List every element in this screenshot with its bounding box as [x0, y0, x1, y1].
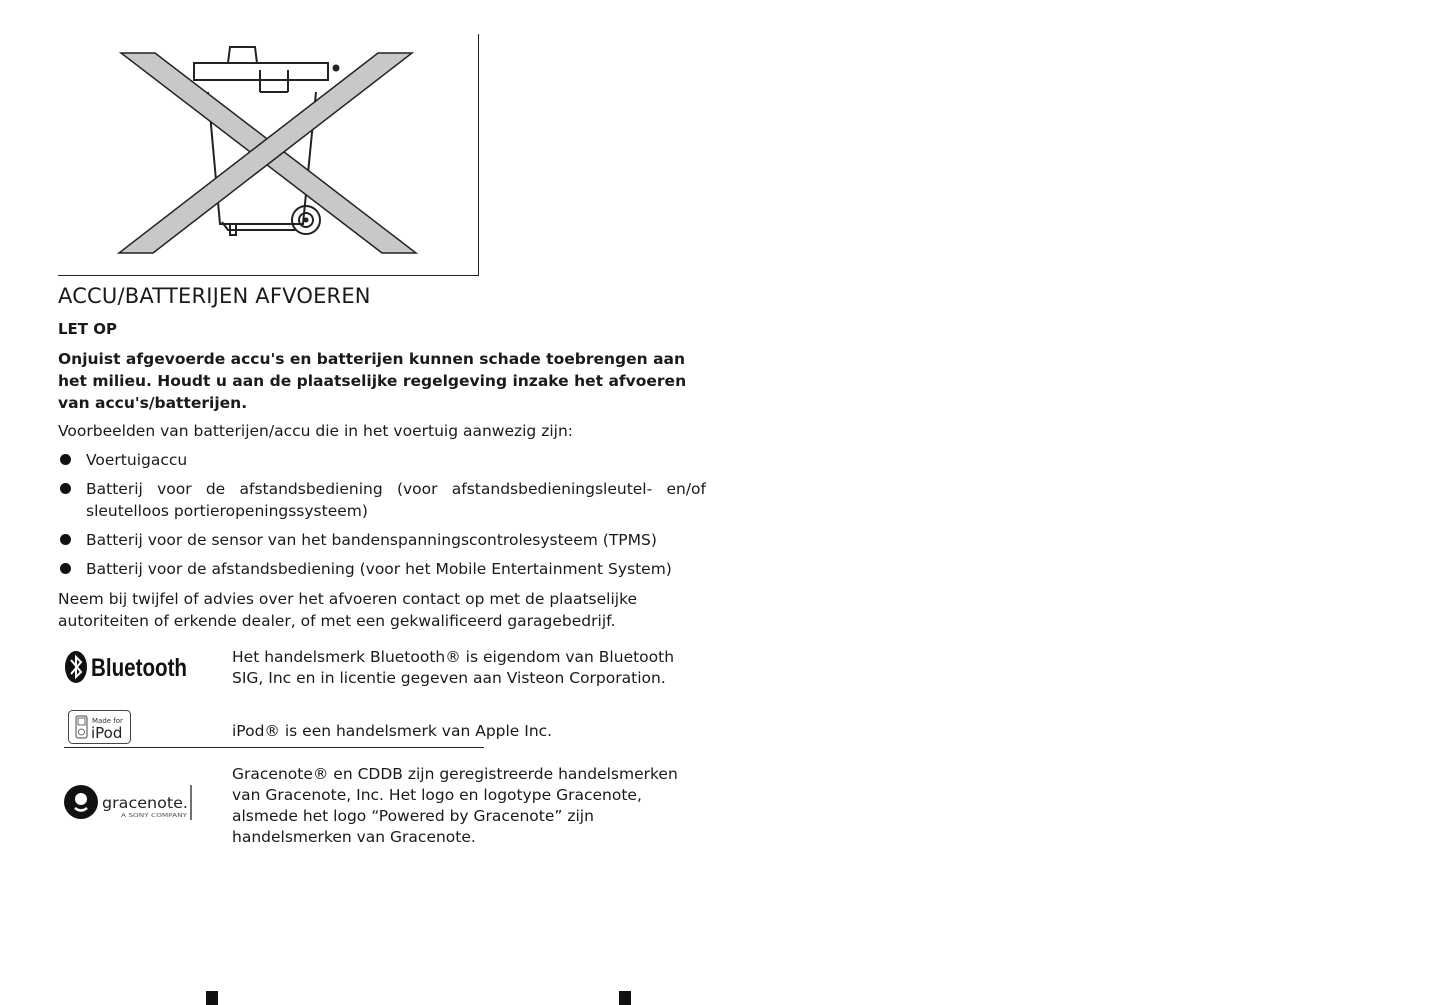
- page-edge-mark: [619, 991, 631, 1005]
- trademark-bluetooth: [58, 646, 708, 690]
- section-heading: ACCU/BATTERIJEN AFVOEREN: [58, 284, 371, 308]
- list-item: [58, 478, 706, 522]
- bluetooth-logo-text: Bluetooth: [91, 654, 187, 682]
- list-item-text: Voertuigaccu: [86, 451, 188, 469]
- bullet-icon: [60, 454, 71, 465]
- trademark-ipod: [58, 708, 708, 748]
- divider: [64, 747, 484, 748]
- caution-label: LET OP: [58, 320, 118, 338]
- ipod-logo-small-text: Made for: [92, 717, 123, 725]
- figure-box: [58, 34, 479, 276]
- list-item: [58, 449, 706, 471]
- battery-list: [58, 449, 706, 580]
- advice-paragraph: Neem bij twijfel of advies over het afvoeren contact op met de plaatselijke autoriteiten of erkende dealer, of met een gekwalificeerd garagebedrijf.: [58, 590, 638, 630]
- gracenote-logo-text: gracenote.: [102, 794, 188, 812]
- bluetooth-logo: [64, 648, 194, 686]
- caution-text: Onjuist afgevoerde accu's en batterijen kunnen schade toebrengen aan het milieu. Houdt u aan de plaatselijke regelgeving inzake het afvoeren van accu's/batterijen.: [58, 350, 687, 412]
- page-edge-mark: [206, 991, 218, 1005]
- gracenote-trademark-text: Gracenote® en CDDB zijn geregistreerde handelsmerken van Gracenote, Inc. Het logo en logotype Gracenote, alsmede het logo “Powered by Gracenote” zijn handelsmerken van Gracenote.: [232, 765, 678, 846]
- intro-paragraph: Voorbeelden van batterijen/accu die in het voertuig aanwezig zijn:: [58, 422, 573, 440]
- bullet-icon: [60, 563, 71, 574]
- list-item-text: Batterij voor de afstandsbediening (voor afstandsbedieningsleutel- en/of sleutelloos portieropeningssysteem): [86, 480, 706, 520]
- bluetooth-trademark-text: Het handelsmerk Bluetooth® is eigendom van Bluetooth SIG, Inc en in licentie gegeven aan Visteon Corporation.: [232, 648, 675, 687]
- crossed-out-wheelie-bin-icon: [58, 34, 478, 275]
- gracenote-logo-sub-text: A SONY COMPANY: [121, 813, 189, 819]
- ipod-logo-big-text: iPod: [91, 724, 123, 742]
- bullet-icon: [60, 534, 71, 545]
- gracenote-logo: [64, 782, 194, 826]
- bullet-icon: [60, 483, 71, 494]
- trademark-gracenote: [58, 764, 708, 850]
- list-item-text: Batterij voor de sensor van het bandenspanningscontrolesysteem (TPMS): [86, 531, 657, 549]
- made-for-ipod-logo: [68, 710, 132, 746]
- ipod-trademark-text: iPod® is een handelsmerk van Apple Inc.: [232, 722, 553, 740]
- list-item-text: Batterij voor de afstandsbediening (voor het Mobile Entertainment System): [86, 560, 672, 578]
- list-item: [58, 529, 706, 551]
- list-item: [58, 558, 706, 580]
